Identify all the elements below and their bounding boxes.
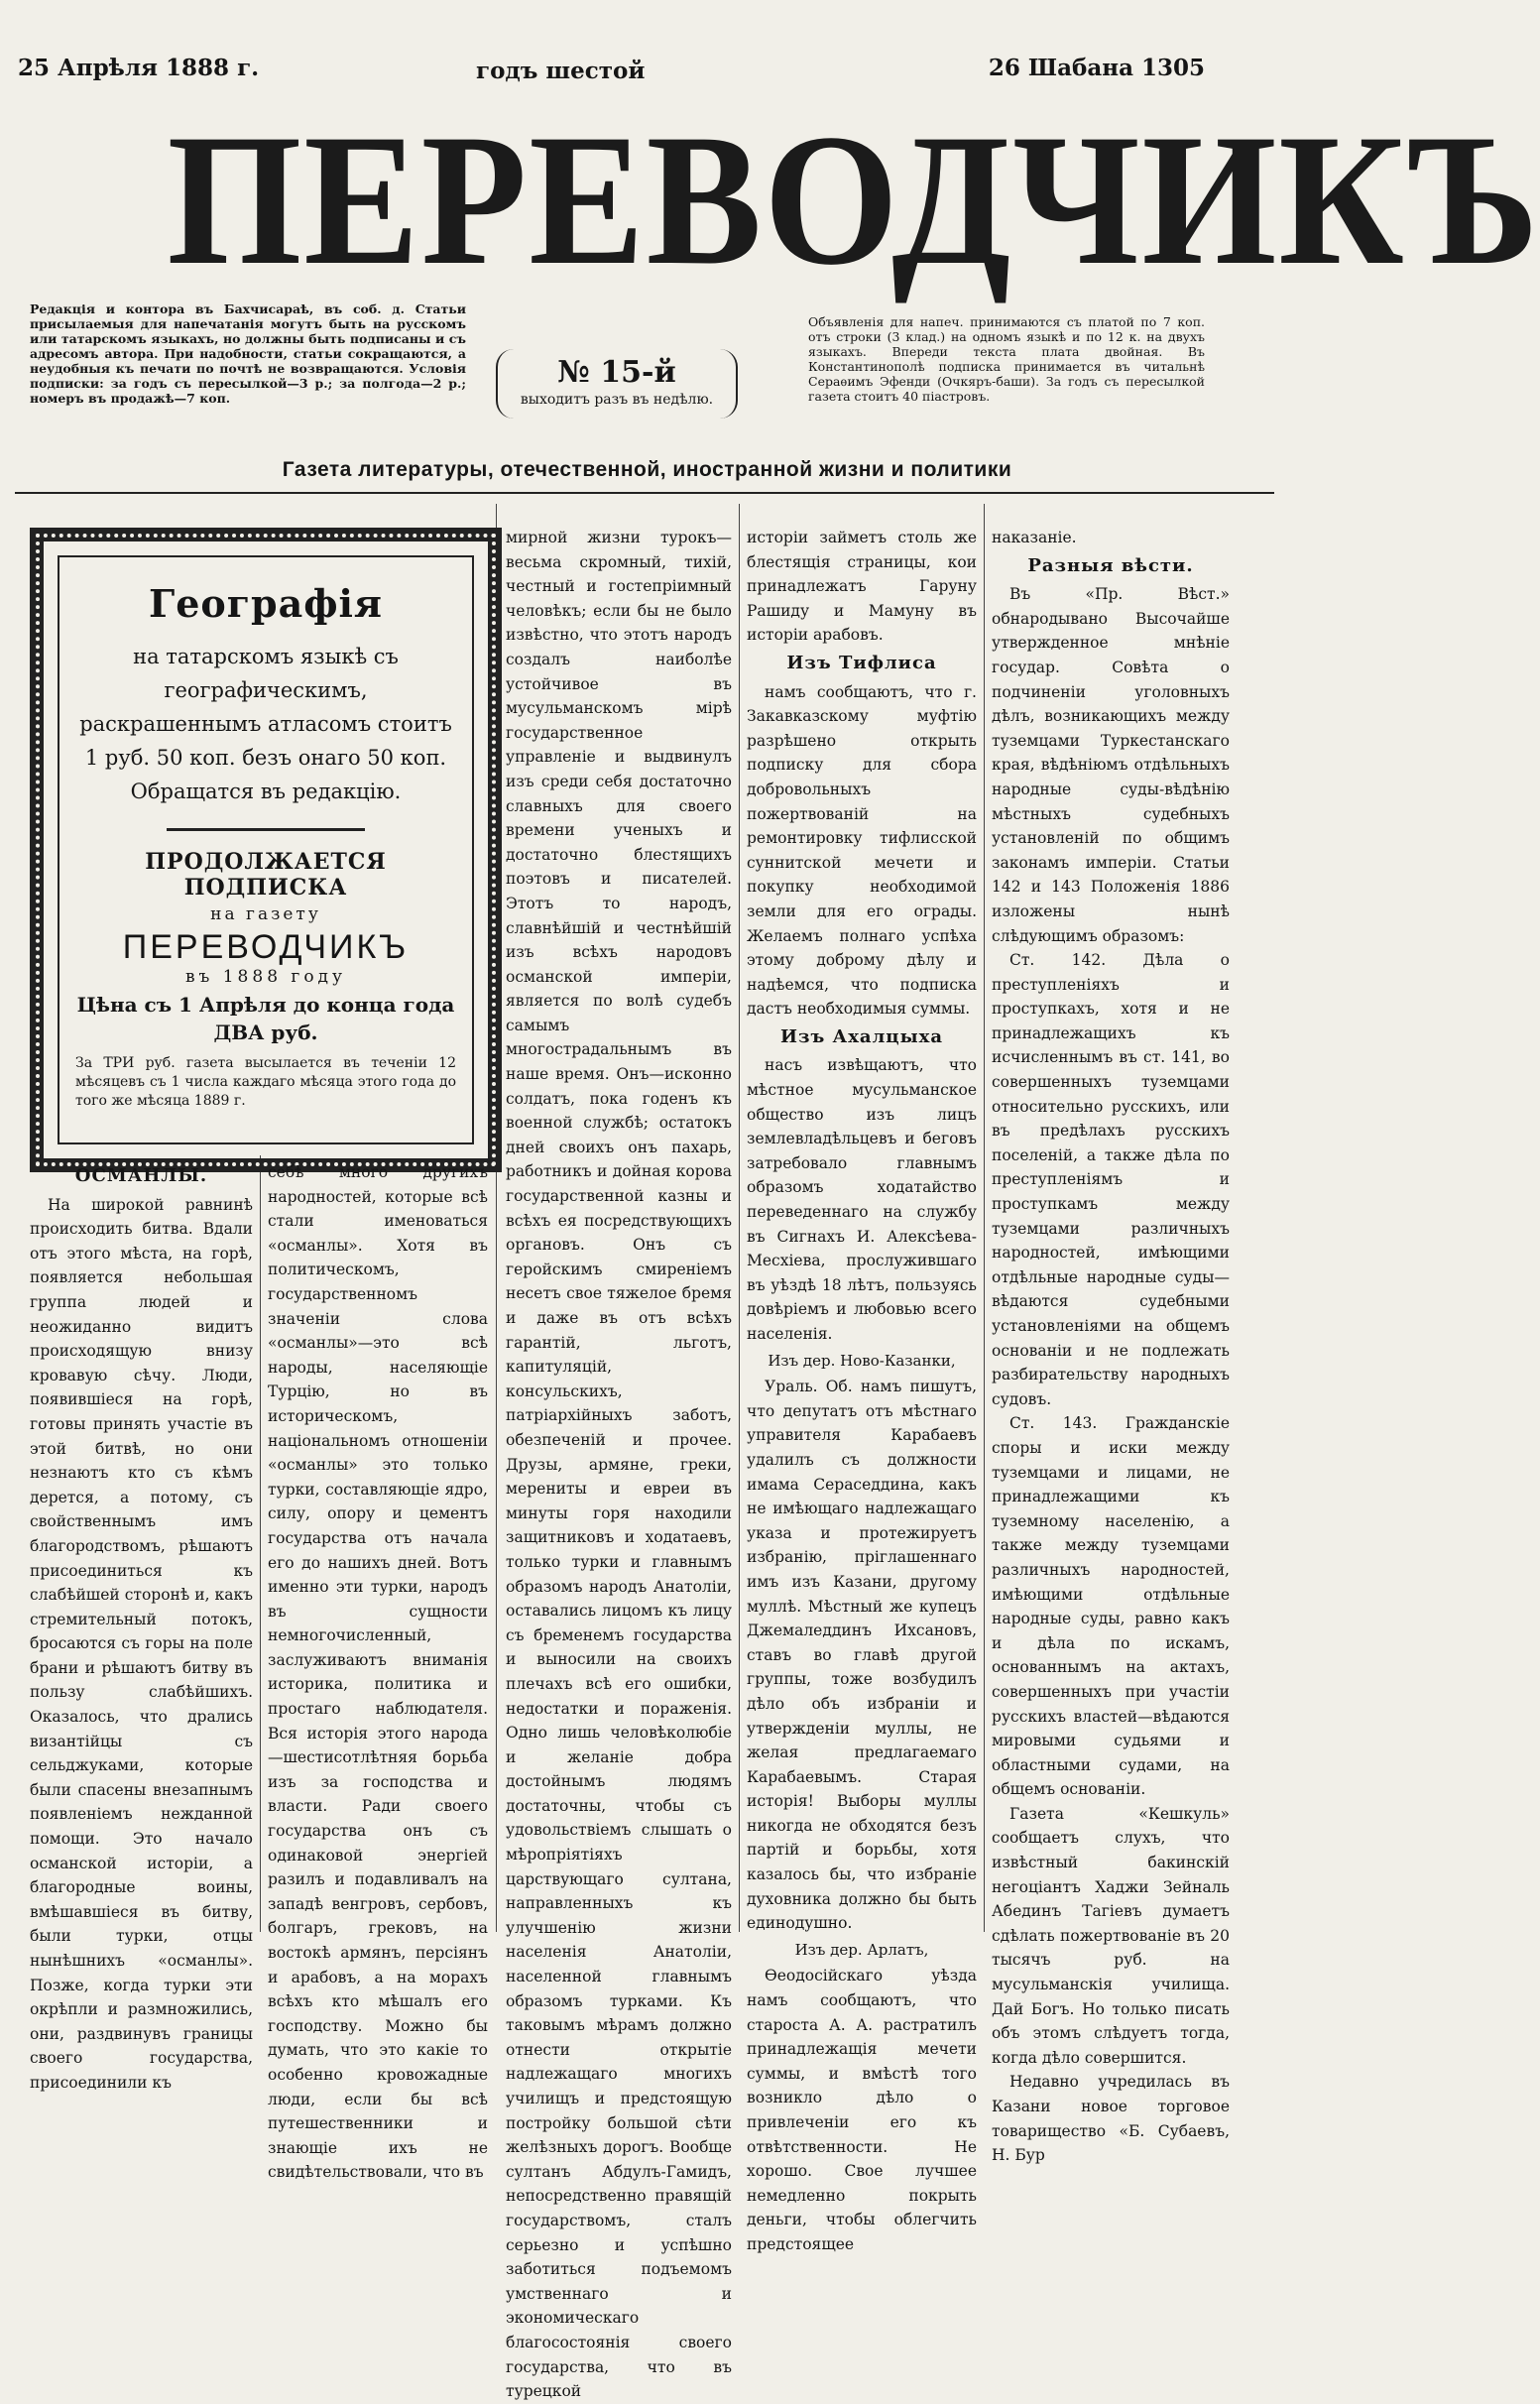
newspaper-masthead: ПЕРЕВОДЧИКЪ <box>167 96 1540 304</box>
news-heading-tiflis: Изъ Тифлиса <box>786 652 937 673</box>
article-osmanly-col2 <box>268 1160 488 2182</box>
news-column-4 <box>747 526 977 2253</box>
news-text: насъ извѣщаютъ, что мѣстное мусульманское общество изъ лицъ землевладѣльцевъ и беговъ затребовало главнымъ образомъ ходатайство переведеннаго на службу въ Сигнахъ И. Алексѣева-Месхіева, прослужившаго въ уѣздѣ 18 лѣтъ, пользуясь довѣріемъ и любовью всего населенія. <box>747 1056 977 1343</box>
article-heading: ОСМАНЛЫ. <box>74 1165 208 1186</box>
newspaper-subtitle: Газета литературы, отечественной, иностранной жизни и политики <box>282 458 1012 481</box>
news-heading-novo-kazanka: Изъ дер. Ново-Казанки, <box>768 1351 956 1370</box>
ad-divider <box>167 828 365 831</box>
column-rule <box>739 504 740 1932</box>
news-text: намъ сообщаютъ, что г. Закавказскому муфтію разрѣшено открыть подписку для сбора добровольныхъ пожертвованій на ремонтировку тифлисской суннитской мечети и покупку необходимой земли для его ограды. Желаемъ полнаго успѣха этому доброму дѣлу и надѣемся, что подписка дастъ необходимыя суммы. <box>747 682 977 1019</box>
news-heading-various: Разныя вѣсти. <box>1027 554 1194 576</box>
article-text: мирной жизни турокъ—весьма скромный, тихій, честный и гостепріимный человѣкъ; если бы не было извѣстно, что этотъ народъ создалъ наиболѣе устойчивое въ мусульманскомъ мірѣ государственное управленіе и выдвинулъ изъ среди себя достаточно славныхъ для своего времени ученыхъ и достаточно блестящихъ поэтовъ и писателей. Этотъ то народъ, славнѣйшій и честнѣйшій изъ всѣхъ народовъ османской имперіи, является по волѣ судебъ самымъ многострадальнымъ въ наше время. Онъ—исконно солдатъ, пока годенъ къ военной службѣ; остатокъ дней своихъ онъ пахарь, работникъ и дойная корова государственной казны и всѣхъ ея посредствующихъ органовъ. Онъ съ геройскимъ смиреніемъ несетъ свое тяжелое бремя и даже въ отъ всѣхъ гарантій, льготъ, капитуляцій, консульскихъ, патріархійныхъ заботъ, обезпеченій и прочее. Друзы, армяне, греки, мерениты и евреи въ минуты горя находили защитниковъ и ходатаевъ, только турки и главнымъ образомъ народъ Анатоліи, оставались лицомъ къ лицу съ бременемъ государства и выносили на своихъ плечахъ всѣ его ошибки, недостатки и пораженія. Одно лишь человѣколюбіе и желаніе добра достойнымъ людямъ достаточны, чтобы съ удовольствіемъ слышать о мѣропріятіяхъ царствующаго султана, направленныхъ къ улучшенію жизни населенія Анатоліи, населенной главнымъ образомъ турками. Къ таковымъ мѣрамъ должно отнести открытіе надлежащаго многихъ училищъ и предстоящую постройку большой сѣти желѣзныхъ дорогъ. Вообще султанъ Абдулъ-Гамидъ, непосредственно правящій государствомъ, сталъ серьезно и успѣшно заботиться подъемомъ умственнаго и экономическаго благосостоянія своего государства, что въ турецкой <box>506 529 732 2401</box>
column-rule <box>260 1155 261 1932</box>
news-text: Недавно учредилась въ Казани новое торговое товарищество «Б. Субаевъ, Н. Бур <box>992 2073 1230 2165</box>
column-rule <box>984 504 985 1932</box>
issue-year: годъ шестой <box>476 58 646 84</box>
news-text: Ст. 142. Дѣла о преступленіяхъ и проступкахъ, хотя и не принадлежащихъ къ исчисленнымъ въ ст. 141, во совершенныхъ туземцами относительно русскихъ, или въ предѣлахъ русскихъ поселеній, а также дѣла по преступленіямъ и проступкамъ между туземцами различныхъ народностей, имѣющими отдѣльные народные суды—вѣдаются судебными установленіями на общемъ основаніи и не подлежать разбирательству народныхъ судовъ. <box>992 951 1230 1408</box>
news-text: Въ «Пр. Вѣст.» обнародывано Высочайше утвержденное мнѣніе государ. Совѣта о подчиненіи уголовныхъ дѣлъ, возникающихъ между туземцами Туркестанскаго края, вѣдѣніюмъ отдѣльныхъ народные суды-вѣдѣнію мѣстныхъ судебныхъ установленій по общимъ законамъ имперіи. Статьи 142 и 143 Положенія 1886 изложены нынѣ слѣдующимъ образомъ: <box>992 585 1230 945</box>
advertising-terms: Объявленія для напеч. принимаются съ платой по 7 коп. отъ строки (3 клад.) на одномъ языкѣ и по 12 к. на двухъ языкахъ. Впереди текста плата двойная. Въ Константинополѣ подписка принимается въ читальнѣ Сераѳимъ Эфенди (Очкяръ-баши). За годъ съ пересылкой газета стоитъ 40 піастровъ. <box>808 314 1205 404</box>
news-text: Ураль. Об. намъ пишутъ, что депутатъ отъ мѣстнаго управителя Карабаевъ удалилъ съ должности имама Сераседдина, какъ не имѣющаго надлежащаго указа и протежируетъ избранію, пріглашеннаго имъ изъ Казани, другому муллѣ. Мѣстный же купецъ Джемаледдинъ Ихсановъ, ставъ во главѣ другой группы, тоже возбудилъ дѣло объ избраніи и утвержденіи муллы, не желая предлагаемаго Карабаевымъ. Старая исторія! Выборы муллы никогда не обходятся безъ партій и борьбы, хотя казалось бы, что избраніе духовника должно бы быть единодушно. <box>747 1378 977 1933</box>
article-osmanly-col3 <box>506 526 732 2401</box>
news-text: Газета «Кешкуль» сообщаетъ слухъ, что извѣстный бакинскій негоціантъ Хаджи Зейналь Абединъ Тагіевъ думаетъ сдѣлать пожертвованіе въ 20 тысячъ руб. на мусульманскія училища. Дай Богъ. Но только писать объ этомъ слѣдуетъ тогда, когда дѣло совершится. <box>992 1804 1230 2067</box>
issue-date-gregorian: 25 Апрѣля 1888 г. <box>18 55 260 81</box>
advertisement-box <box>30 528 502 1172</box>
ad-subscription-sub: на газету <box>210 904 321 924</box>
article-text: наказаніе. <box>992 529 1077 546</box>
issue-number: № 15-й <box>557 355 676 390</box>
ad-title: Географія <box>148 581 384 626</box>
ad-paper-name: ПЕРЕВОДЧИКЪ <box>122 928 410 966</box>
ad-year: въ 1888 году <box>184 967 347 987</box>
news-text: Ѳеодосійскаго уѣзда намъ сообщаютъ, что староста А. А. растратилъ принадлежащія мечети суммы, и вмѣстѣ того возникло дѣло о привлеченіи его къ отвѣтственности. Не хорошо. Свое лучшее немедленно покрыть деньги, чтобы облегчить предстоящее <box>747 1967 977 2253</box>
article-text: исторіи займетъ столь же блестящія страницы, кои принадлежатъ Гаруну Рашиду и Мамуну въ исторіи арабовъ. <box>747 529 977 645</box>
issue-number-box <box>496 349 738 419</box>
article-osmanly-col1 <box>30 1160 253 2092</box>
news-text: Ст. 143. Гражданскіе споры и иски между туземцами и лицами, не принадлежащими къ туземному населенію, а также между туземцами различныхъ народностей, имѣющими отдѣльные народные суды, равно какъ и дѣла по искамъ, основаннымъ на актахъ, совершенныхъ при участіи русскихъ властей—вѣдаются мировыми судьями и областными судами, на общемъ основаніи. <box>992 1414 1230 1799</box>
ad-price: Цѣна съ 1 Апрѣля до конца года ДВА руб. <box>76 993 455 1044</box>
article-text: На широкой равнинѣ происходить битва. Вдали отъ этого мѣста, на горѣ, появляется небольшая группа людей и неожиданно видитъ происходящую внизу кровавую сѣчу. Люди, появившіеся на горѣ, готовы принять участіе въ этой битвѣ, но они незнаютъ кто съ кѣмъ дерется, а потому, съ свойственнымъ имъ благородствомъ, рѣшаютъ присоединиться къ слабѣйшей сторонѣ и, какъ стремительный потокъ, бросаются съ горы на поле брани и рѣшаютъ битву въ пользу слабѣйшихъ. Оказалось, что дрались византійцы съ сельджуками, которые были спасены внезапнымъ появленіемъ нежданной помощи. Это начало османской исторіи, а благородные воины, вмѣшавшіеся въ битву, были турки, отцы нынѣшнихъ «османлы». Позже, когда турки эти окрѣпли и размножились, они, раздвинувъ границы своего государства, присоединили къ <box>30 1195 253 2092</box>
news-heading-akhaltsikh: Изъ Ахалцыха <box>779 1025 944 1047</box>
news-column-5 <box>992 526 1230 2165</box>
ad-subscription-heading: ПРОДОЛЖАЕТСЯ ПОДПИСКА <box>145 849 387 901</box>
header-rule <box>15 492 1274 494</box>
publication-frequency: выходитъ разъ въ недѣлю. <box>520 392 714 408</box>
issue-date-hijri: 26 Шабана 1305 <box>988 55 1205 81</box>
article-text: себѣ много другихъ народностей, которые всѣ стали именоваться «османлы». Хотя въ политическомъ, государственномъ значеніи слова «османлы»—это всѣ народы, населяющіе Турцію, но въ историческомъ, національномъ отношеніи «османлы» это только турки, составляющіе ядро, силу, опору и цементъ государства отъ начала его до нашихъ дней. Вотъ именно эти турки, народъ въ сущности немногочисленный, заслуживаютъ вниманія историка, политика и простаго наблюдателя. Вся исторія этого народа—шестисотлѣтняя борьба изъ за господства и власти. Ради своего государства онъ съ одинаковой энергіей разилъ и подавливалъ на западѣ венгровъ, сербовъ, болгаръ, грековъ, на востокѣ армянъ, персіянъ и арабовъ, а на морахъ всѣхъ кто мѣшалъ его господству. Можно бы думать, что это какіе то особенно кровожадные люди, если бы всѣ путешественники и знающіе ихъ не свидѣтельствовали, что въ <box>268 1163 488 2182</box>
news-heading-arlat: Изъ дер. Арлатъ, <box>794 1940 929 1959</box>
ad-note: За ТРИ руб. газета высылается въ теченіи 12 мѣсяцевъ съ 1 числа каждаго мѣсяца этого года до того же мѣсяца 1889 г. <box>75 1055 456 1109</box>
editorial-imprint: Редакція и контора въ Бахчисараѣ, въ соб. д. Статьи присылаемыя для напечатанія могутъ быть на русскомъ или татарскомъ языкахъ, но должны быть подписаны и съ адресомъ автора. При надобности, статьи сокращаются, а неудобныя къ печати по почтѣ не возвращаются. Условія подписки: за годъ съ пересылкой—3 р.; за полгода—2 р.; номеръ въ продажѣ—7 коп. <box>30 301 466 406</box>
ad-text: на татарскомъ языкѣ съ географическимъ, раскрашеннымъ атласомъ стоитъ 1 руб. 50 коп. безъ онаго 50 коп. Обращатся въ редакцію. <box>79 645 452 803</box>
